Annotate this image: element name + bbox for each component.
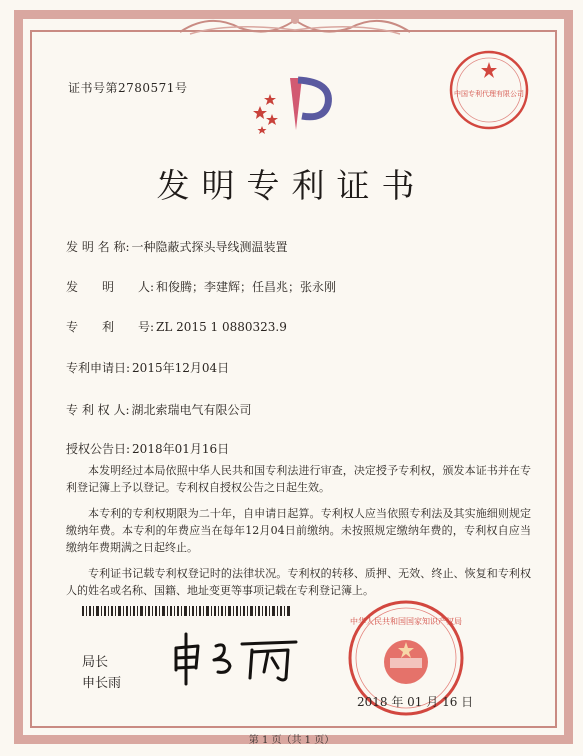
svg-text:中国专利代理有限公司: 中国专利代理有限公司 xyxy=(454,90,524,98)
field-label: 发 明 名 称: xyxy=(66,240,130,254)
director-title: 局长 xyxy=(82,655,109,670)
field-label: 发 明 人: xyxy=(66,280,155,294)
issue-date: 2018 年 01 月 16 日 xyxy=(357,695,474,709)
top-ornament xyxy=(170,8,420,38)
certificate-title: 发明专利证书 xyxy=(156,166,427,205)
field-value: ZL 2015 1 0880323.9 xyxy=(156,320,287,334)
body-paragraph: 本发明经过本局依照中华人民共和国专利法进行审查，决定授予专利权，颁发本证书并在专利登记簿上予以登记。专利权自授权公告之日起生效。 xyxy=(66,464,531,494)
field-label: 专 利 号: xyxy=(66,320,155,334)
page-indicator: 第 1 页（共 1 页） xyxy=(248,735,335,746)
svg-text:中华人民共和国国家知识产权局: 中华人民共和国国家知识产权局 xyxy=(350,617,462,626)
field-patent-number xyxy=(66,318,287,335)
patent-office-logo-icon xyxy=(248,70,338,140)
handwritten-signature-icon xyxy=(168,628,308,688)
certificate-body-text xyxy=(66,462,531,608)
field-label: 专 利 权 人: xyxy=(66,403,130,417)
barcode xyxy=(82,606,292,616)
body-paragraph: 本专利的专利权期限为二十年，自申请日起算。专利权人应当依照专利法及其实施细则规定缴纳年费。本专利的年费应当在每年12月04日前缴纳。未按照规定缴纳年费的，专利权自应当缴纳年费期满之日起终止。 xyxy=(66,507,531,554)
field-value: 2018年01月16日 xyxy=(132,442,230,456)
field-value: 2015年12月04日 xyxy=(132,361,230,375)
field-patentee xyxy=(66,401,252,418)
field-inventors xyxy=(66,278,336,295)
field-value: 和俊腾；李建辉；任昌兆；张永刚 xyxy=(156,280,337,294)
field-value: 一种隐蔽式探头导线测温装置 xyxy=(131,240,288,254)
field-label: 授权公告日: xyxy=(66,442,131,456)
certificate-number: 证书号第2780571号 xyxy=(68,81,188,95)
director-name: 申长雨 xyxy=(82,676,122,691)
field-grant-date xyxy=(66,440,229,457)
field-value: 湖北索瑞电气有限公司 xyxy=(131,403,252,417)
top-right-seal-icon xyxy=(447,48,531,132)
field-application-date xyxy=(66,359,229,376)
body-paragraph: 专利证书记载专利权登记时的法律状况。专利权的转移、质押、无效、终止、恢复和专利权人的姓名或名称、国籍、地址变更等事项记载在专利登记簿上。 xyxy=(66,567,531,597)
field-invention-name xyxy=(66,238,288,255)
field-label: 专利申请日: xyxy=(66,361,131,375)
